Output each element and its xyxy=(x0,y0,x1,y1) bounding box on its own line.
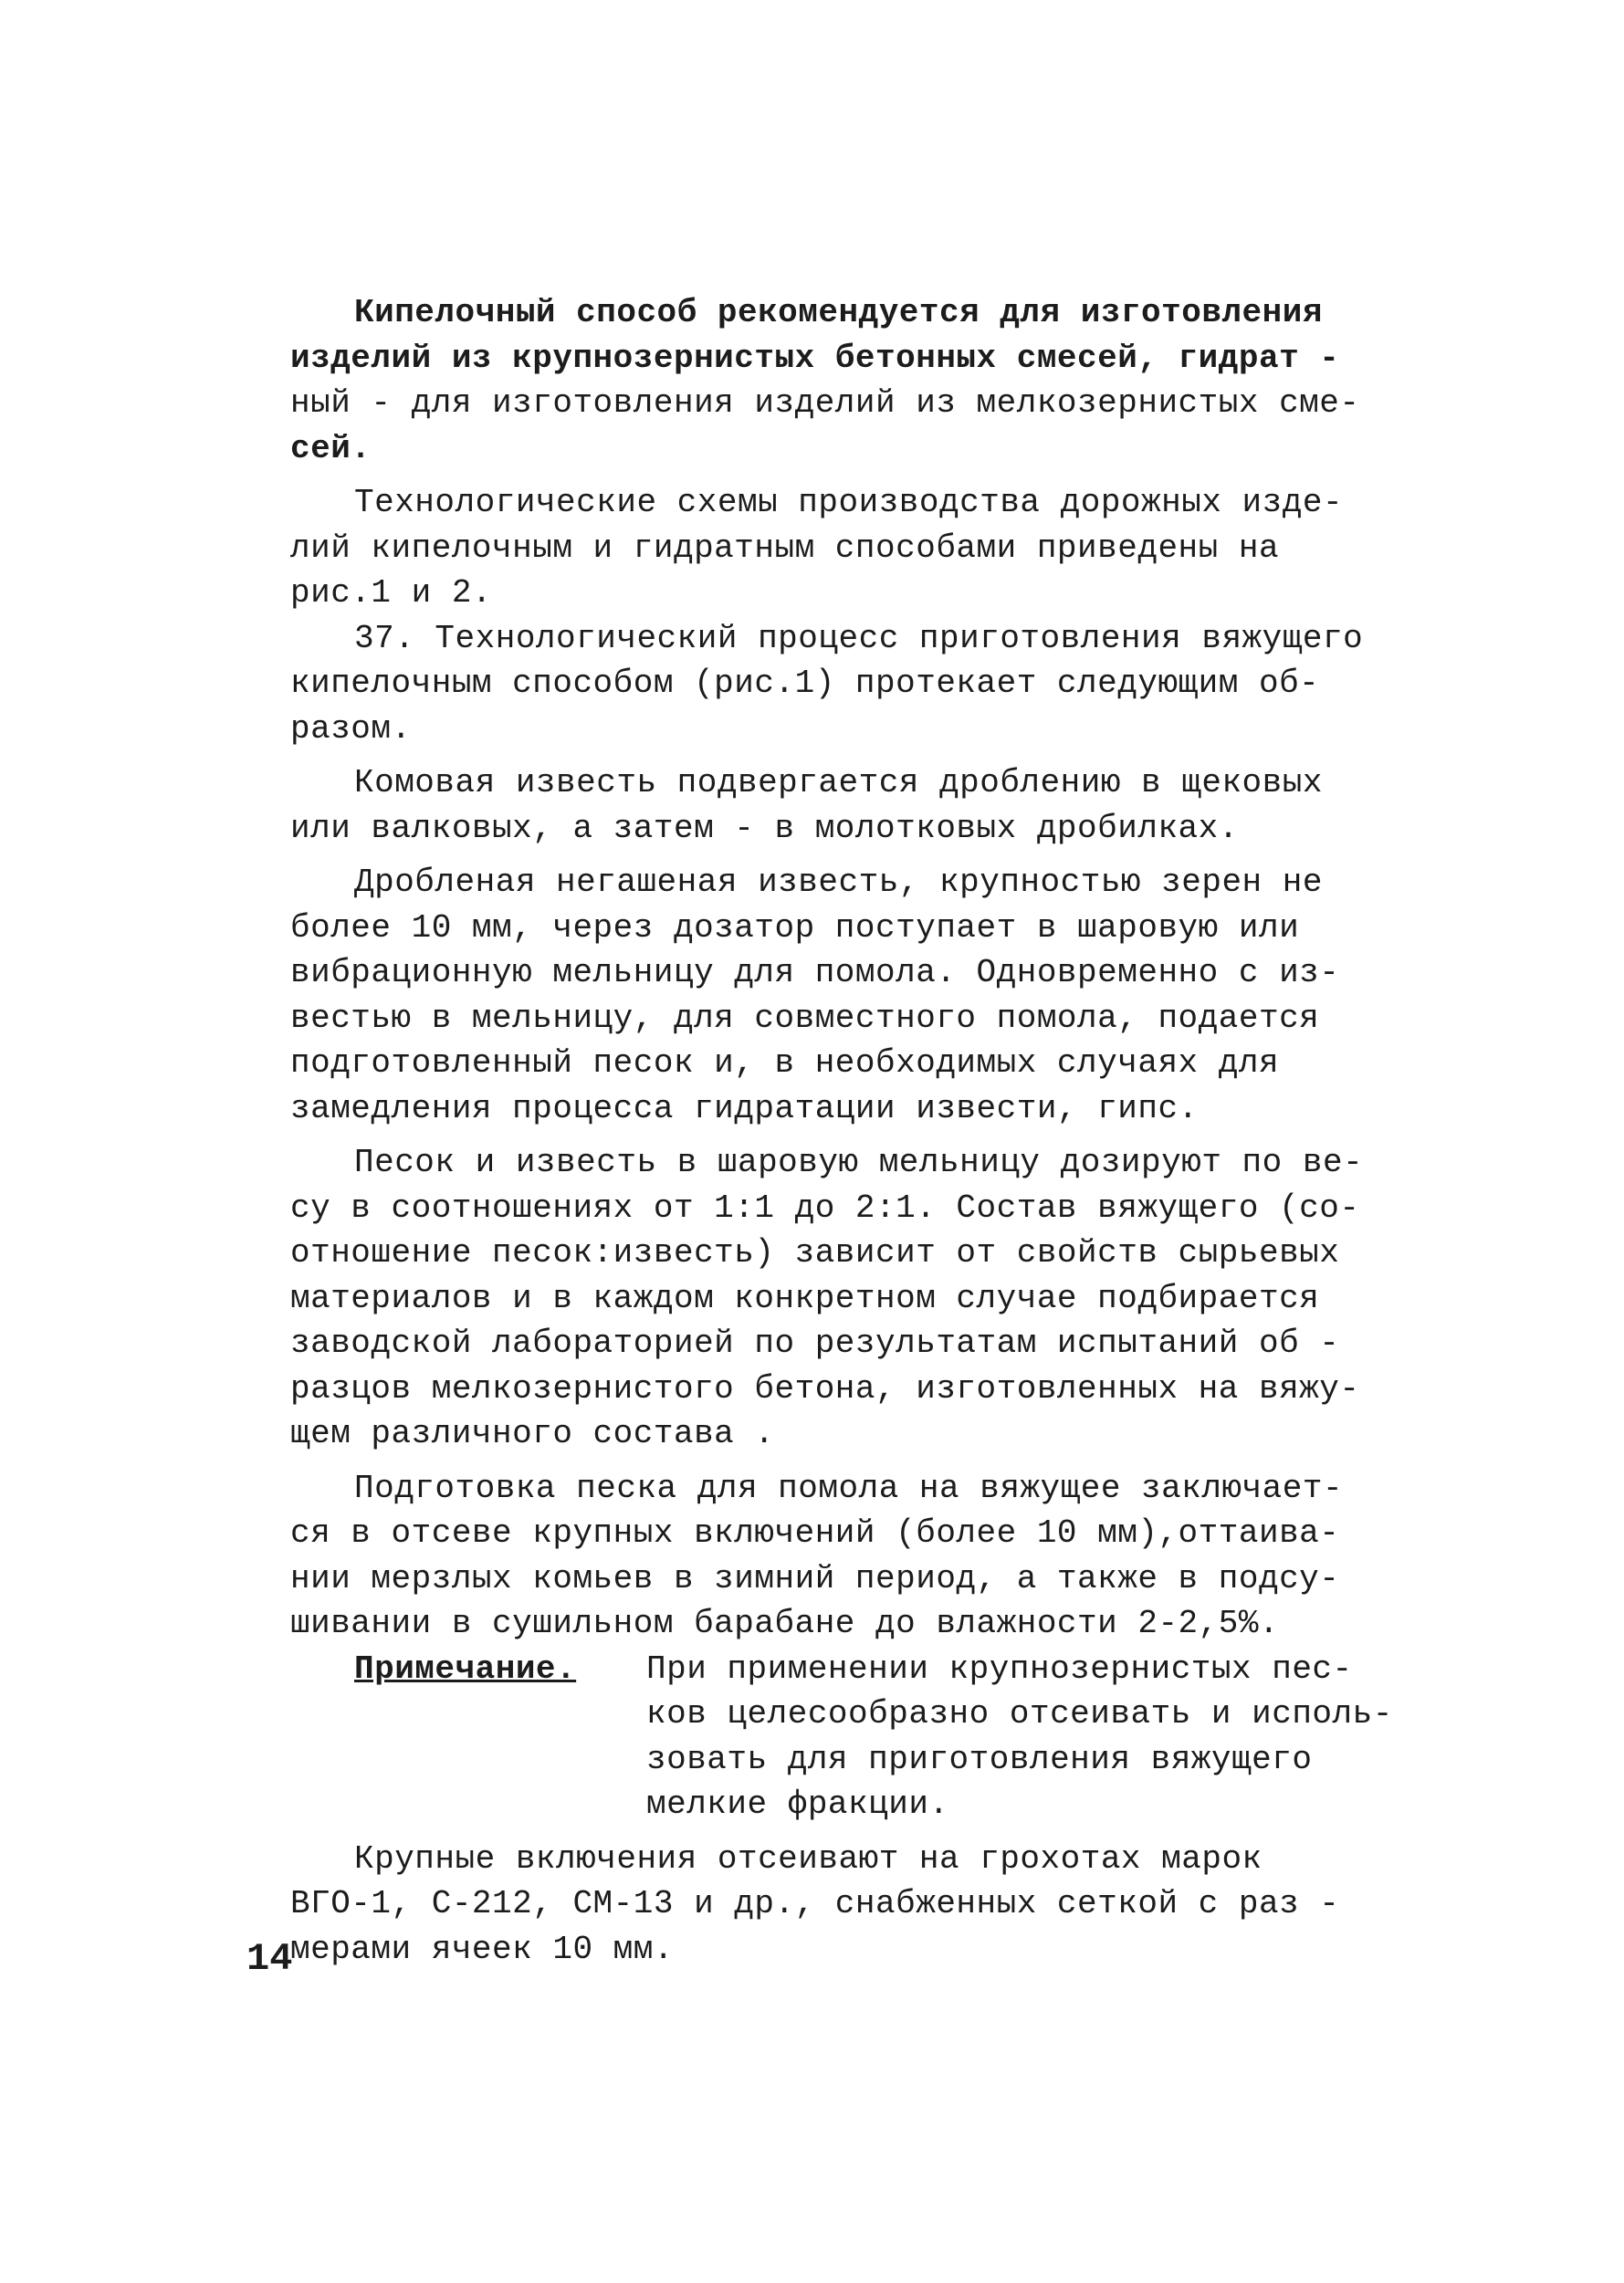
note-line: мелкие фракции. xyxy=(646,1786,949,1823)
document-body xyxy=(290,290,1459,1972)
note-line: зовать для приготовления вяжущего xyxy=(646,1740,1313,1778)
paragraph-line: рис.1 и 2. xyxy=(290,574,493,612)
paragraph-line: кипелочным способом (рис.1) протекает следующим об- xyxy=(290,665,1320,702)
paragraph-line: щем различного состава . xyxy=(290,1415,775,1452)
paragraph-7 xyxy=(290,1466,1459,1647)
paragraph-line: Кипелочный способ рекомендуется для изготовления xyxy=(354,294,1323,331)
paragraph-line: вибрационную мельницу для помола. Одновременно с из- xyxy=(290,954,1340,991)
paragraph-line: нии мерзлых комьев в зимний период, а также в подсу- xyxy=(290,1559,1340,1597)
paragraph-3 xyxy=(290,616,1459,752)
paragraph-line: подготовленный песок и, в необходимых случаях для xyxy=(290,1044,1280,1082)
note-line: При применении крупнозернистых пес- xyxy=(646,1649,1353,1688)
paragraph-line: изделий из крупнозернистых бетонных смесей, гидрат - xyxy=(290,339,1340,377)
page-number: 14 xyxy=(246,1937,293,1981)
paragraph-2 xyxy=(290,480,1459,616)
paragraph-4 xyxy=(290,760,1459,851)
paragraph-line: разцов мелкозернистого бетона, изготовленных на вяжу- xyxy=(290,1369,1360,1408)
note-line: ков целесообразно отсеивать и исполь- xyxy=(646,1695,1393,1733)
note-block xyxy=(290,1647,1459,1827)
paragraph-line: сей. xyxy=(290,429,372,467)
final-paragraph xyxy=(290,1837,1459,1973)
paragraph-line: лий кипелочным и гидратным способами приведены на xyxy=(290,529,1280,567)
paragraph-line: Комовая известь подвергается дроблению в щековых xyxy=(354,764,1323,801)
paragraph-line: более 10 мм, через дозатор поступает в шаровую или xyxy=(290,908,1300,947)
paragraph-line: замедления процесса гидратации извести, гипс. xyxy=(290,1089,1199,1127)
paragraph-line: или валковых, а затем - в молотковых дробилках. xyxy=(290,809,1239,847)
paragraph-line: Подготовка песка для помола на вяжущее заключает- xyxy=(354,1469,1344,1507)
paragraph-line: Крупные включения отсеивают на грохотах марок xyxy=(354,1839,1263,1878)
paragraph-line: отношение песок:известь) зависит от свойств сырьевых xyxy=(290,1234,1340,1272)
paragraph-6 xyxy=(290,1140,1459,1457)
paragraph-line: мерами ячеек 10 мм. xyxy=(290,1930,674,1968)
paragraph-line: заводской лабораторией по результатам испытаний об - xyxy=(290,1325,1340,1362)
paragraph-line: разом. xyxy=(290,709,412,748)
paragraph-line: 37. Технологический процесс приготовления вяжущего xyxy=(354,619,1364,657)
paragraph-line: ный - для изготовления изделий из мелкозернистых сме- xyxy=(290,384,1360,422)
paragraph-line: Дробленая негашеная известь, крупностью зерен не xyxy=(354,864,1323,901)
paragraph-line: материалов и в каждом конкретном случае подбирается xyxy=(290,1279,1320,1317)
paragraph-line: ся в отсеве крупных включений (более 10 мм),оттаива- xyxy=(290,1514,1340,1552)
paragraph-line: ВГО-1, С-212, СМ-13 и др., снабженных сеткой с раз - xyxy=(290,1885,1340,1922)
paragraph-line: шивании в сушильном барабане до влажности 2-2,5%. xyxy=(290,1605,1280,1642)
note-body xyxy=(646,1647,1459,1827)
paragraph-line: Технологические схемы производства дорожных изде- xyxy=(354,484,1344,521)
paragraph-line: Песок и известь в шаровую мельницу дозируют по ве- xyxy=(354,1144,1364,1181)
note-label: Примечание. xyxy=(354,1649,577,1688)
paragraph-5 xyxy=(290,860,1459,1131)
paragraph-line: вестью в мельницу, для совместного помола, подается xyxy=(290,999,1320,1037)
paragraph-1 xyxy=(290,290,1459,471)
paragraph-line: су в соотношениях от 1:1 до 2:1. Состав вяжущего (со- xyxy=(290,1189,1360,1227)
